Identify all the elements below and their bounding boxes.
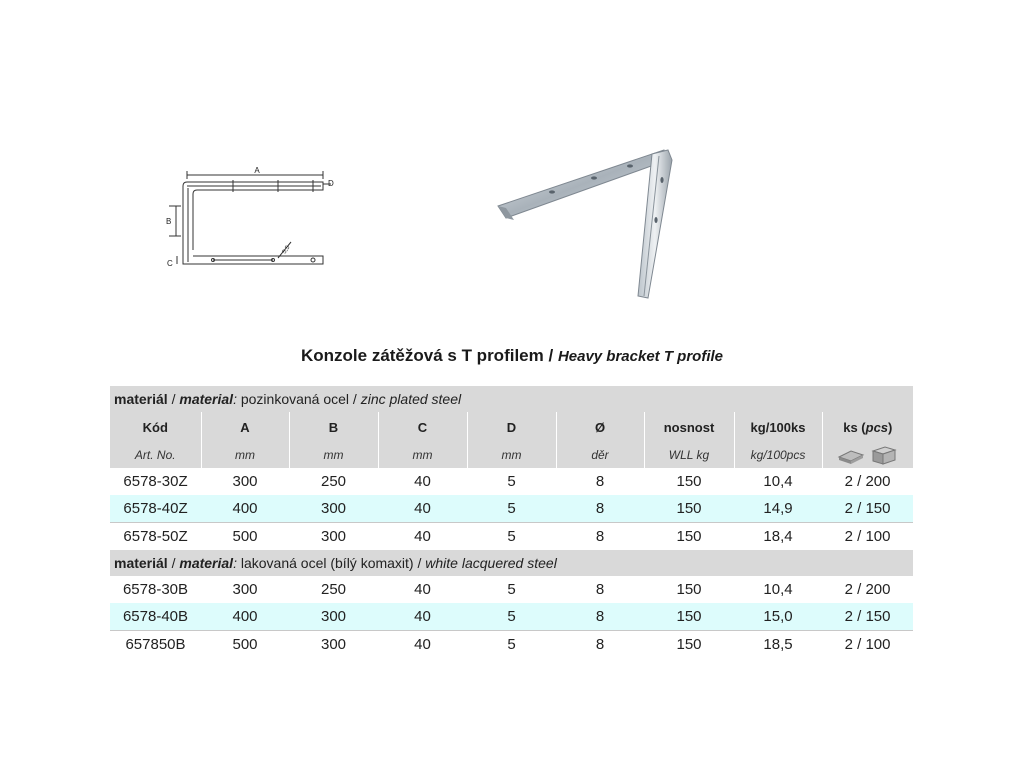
column-subheader <box>822 442 913 468</box>
table-cell: 300 <box>289 495 378 523</box>
table-cell: 5 <box>467 631 556 659</box>
table-cell: 40 <box>378 603 467 631</box>
title-czech: Konzole zátěžová s T profilem / <box>300 346 554 365</box>
table-cell: 6578-50Z <box>110 523 201 551</box>
table-cell: 8 <box>595 473 605 490</box>
table-cell: 10,4 <box>763 473 793 490</box>
header-row <box>110 412 913 442</box>
table-cell: 6578-30Z <box>123 473 188 490</box>
table-cell: 5 <box>507 581 516 598</box>
table-cell: 15,0 <box>734 603 822 631</box>
material-label-cz: materiál <box>114 391 168 407</box>
material-label-en: material <box>179 555 234 571</box>
material-desc-en: white lacquered steel <box>425 555 557 571</box>
column-subheader: Art. No. <box>110 442 201 468</box>
table-row <box>110 603 913 631</box>
table-cell: 6578-40Z <box>110 495 201 523</box>
table-cell: 40 <box>378 631 467 659</box>
table-cell: 2 / 100 <box>822 523 913 551</box>
column-subheader: mm <box>467 442 556 468</box>
column-subheader: mm <box>201 442 289 468</box>
table-cell: 500 <box>201 523 289 551</box>
column-header: Kód <box>110 412 201 442</box>
table-cell: 8 <box>595 581 605 598</box>
product-title <box>0 346 1024 366</box>
table-cell: 250 <box>320 581 347 598</box>
table-cell: 657850B <box>110 631 201 659</box>
dim-d-label: D <box>328 179 334 188</box>
material-row: materiál / material: pozinkovaná ocel / zinc plated steel <box>110 386 913 412</box>
dim-c-label: C <box>167 259 173 268</box>
table-cell: 14,9 <box>734 495 822 523</box>
column-header: B <box>289 412 378 442</box>
title-english: Heavy bracket T profile <box>557 348 724 365</box>
table-cell: 8 <box>556 523 644 551</box>
table-cell: 6578-30B <box>122 581 189 598</box>
material-desc-cz: pozinkovaná ocel <box>240 391 350 407</box>
table-cell: 150 <box>676 581 702 598</box>
table-cell: 300 <box>289 603 378 631</box>
table-cell: 150 <box>644 603 734 631</box>
table-cell: 300 <box>289 523 378 551</box>
table-cell: 2 / 200 <box>844 473 891 490</box>
dim-a-label: A <box>254 166 260 175</box>
table-cell: 2 / 150 <box>822 603 913 631</box>
table-cell: 300 <box>232 473 258 490</box>
material-label-en: material <box>179 391 234 407</box>
table-cell: 2 / 100 <box>822 631 913 659</box>
material-separator: : <box>233 391 237 407</box>
column-header: D <box>467 412 556 442</box>
table-cell: 10,4 <box>763 581 793 598</box>
column-header: C <box>378 412 467 442</box>
bracket-photo <box>492 140 682 305</box>
hole-dim-label: 5,5 <box>281 244 292 256</box>
table-cell: 8 <box>556 603 644 631</box>
table-cell: 5 <box>467 523 556 551</box>
table-cell: 400 <box>201 603 289 631</box>
table-cell: 250 <box>320 473 347 490</box>
table-cell: 150 <box>644 495 734 523</box>
table-cell: 150 <box>676 473 702 490</box>
table-cell: 18,5 <box>734 631 822 659</box>
column-header: Ø <box>556 412 644 442</box>
table-cell: 500 <box>201 631 289 659</box>
table-cell: 300 <box>232 581 258 598</box>
column-header: kg/100ks <box>734 412 822 442</box>
table-row <box>110 631 913 659</box>
table-cell: 2 / 200 <box>844 581 891 598</box>
column-header: A <box>201 412 289 442</box>
technical-drawing <box>163 166 338 276</box>
column-subheader: WLL kg <box>644 442 734 468</box>
column-subheader: kg/100pcs <box>734 442 822 468</box>
table-cell: 8 <box>556 631 644 659</box>
table-cell: 150 <box>644 523 734 551</box>
table-cell: 5 <box>507 473 516 490</box>
table-cell: 5 <box>467 495 556 523</box>
table-cell: 2 / 150 <box>822 495 913 523</box>
spec-table <box>110 386 913 658</box>
box-icon <box>837 445 899 465</box>
material-label-cz: materiál <box>114 555 168 571</box>
table-cell: 400 <box>201 495 289 523</box>
table-row <box>110 495 913 523</box>
table-cell: 40 <box>378 495 467 523</box>
table-cell: 40 <box>414 473 431 490</box>
header-sub-row <box>110 442 913 468</box>
material-desc-en: zinc plated steel <box>360 391 462 407</box>
table-cell: 5 <box>467 603 556 631</box>
material-row: materiál / material: lakovaná ocel (bílý komaxit) / white lacquered steel <box>110 550 913 576</box>
material-desc-cz: lakovaná ocel (bílý komaxit) <box>240 555 414 571</box>
dim-b-label: B <box>166 217 172 226</box>
column-subheader: děr <box>556 442 644 468</box>
table-cell: 300 <box>289 631 378 659</box>
table-cell: 40 <box>378 523 467 551</box>
column-subheader: mm <box>289 442 378 468</box>
table-row <box>110 523 913 551</box>
column-header: nosnost <box>644 412 734 442</box>
table-cell: 18,4 <box>734 523 822 551</box>
column-subheader: mm <box>378 442 467 468</box>
table-cell: 6578-40B <box>110 603 201 631</box>
column-header: ks (pcs) <box>822 412 913 442</box>
table-row <box>110 468 913 495</box>
material-separator: : <box>233 555 237 571</box>
table-row <box>110 576 913 603</box>
table-cell: 8 <box>556 495 644 523</box>
table-cell: 150 <box>644 631 734 659</box>
table-cell: 40 <box>414 581 431 598</box>
